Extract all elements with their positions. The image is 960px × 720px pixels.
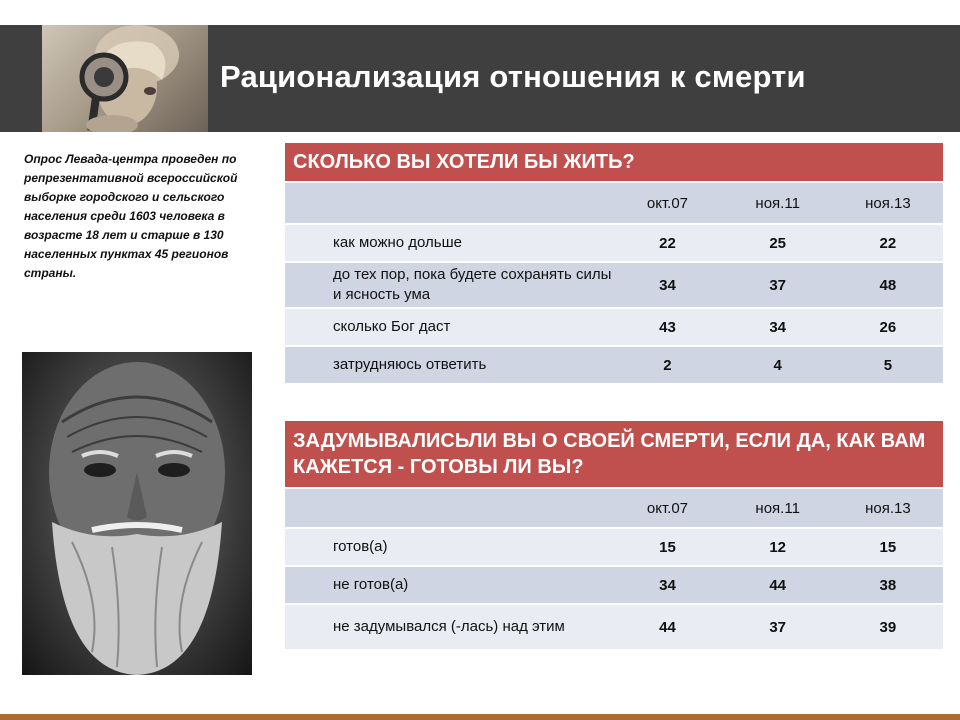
footer-divider <box>0 714 960 720</box>
row-value: 34 <box>659 276 676 294</box>
row-label: как можно дольше <box>333 234 462 251</box>
column-header: ноя.13 <box>865 499 911 517</box>
row-value: 22 <box>879 234 897 252</box>
table-column-header-row <box>285 487 943 527</box>
row-label: до тех пор, пока будете сохранять силы и ясность ума <box>333 266 612 303</box>
table-question-header: ЗАДУМЫВАЛИСЬЛИ ВЫ О СВОЕЙ СМЕРТИ, ЕСЛИ ДА, КАК ВАМ КАЖЕТСЯ - ГОТОВЫ ЛИ ВЫ? <box>285 421 943 487</box>
old-man-portrait-illustration <box>22 352 252 675</box>
column-header: ноя.11 <box>755 194 800 212</box>
row-value: 26 <box>879 318 897 336</box>
table-row <box>285 223 943 261</box>
row-value: 38 <box>879 576 897 594</box>
old-man-photo <box>22 352 252 675</box>
row-label: готов(а) <box>333 538 388 555</box>
table-row <box>285 307 943 345</box>
table-column-header-row <box>285 181 943 223</box>
row-value: 2 <box>663 356 672 374</box>
row-value: 12 <box>769 538 787 556</box>
row-value: 44 <box>769 576 787 594</box>
row-value: 15 <box>879 538 897 556</box>
row-value: 37 <box>769 276 787 294</box>
row-value: 15 <box>659 538 676 556</box>
slide-title: Рационализация отношения к смерти <box>220 59 806 94</box>
row-label: сколько Бог даст <box>333 318 451 335</box>
survey-table-lifespan <box>285 143 943 383</box>
survey-table-death-readiness <box>285 421 943 649</box>
row-value: 37 <box>769 618 787 636</box>
row-value: 4 <box>773 356 782 374</box>
row-value: 39 <box>879 618 897 636</box>
column-header: окт.07 <box>646 194 689 212</box>
girl-magnifier-photo <box>42 25 208 132</box>
row-value: 34 <box>769 318 787 336</box>
column-header: ноя.11 <box>755 499 800 517</box>
row-label: не готов(а) <box>333 576 409 593</box>
table-row <box>285 565 943 603</box>
table-row <box>285 603 943 649</box>
table-question-header: СКОЛЬКО ВЫ ХОТЕЛИ БЫ ЖИТЬ? <box>285 143 943 181</box>
row-value: 22 <box>659 234 676 252</box>
row-value: 25 <box>769 234 787 252</box>
table-row <box>285 345 943 383</box>
row-value: 44 <box>659 618 676 636</box>
row-label: затрудняюсь ответить <box>333 356 487 373</box>
row-value: 48 <box>879 276 897 294</box>
table-row <box>285 261 943 307</box>
table-row <box>285 527 943 565</box>
column-header: окт.07 <box>646 499 689 517</box>
survey-note: Опрос Левада-центра проведен по репрезентативной всероссийской выборке городского и сельского населения среди 1603 человека в возрасте 18 лет и старше в 130 населенных пунктах 45 регионов страны. <box>24 152 238 280</box>
row-value: 34 <box>659 576 676 594</box>
row-value: 5 <box>883 356 893 374</box>
row-label: не задумывался (-лась) над этим <box>333 618 565 635</box>
girl-magnifier-illustration <box>42 25 208 132</box>
title-bar <box>0 25 960 132</box>
column-header: ноя.13 <box>865 194 911 212</box>
row-value: 43 <box>659 318 676 336</box>
